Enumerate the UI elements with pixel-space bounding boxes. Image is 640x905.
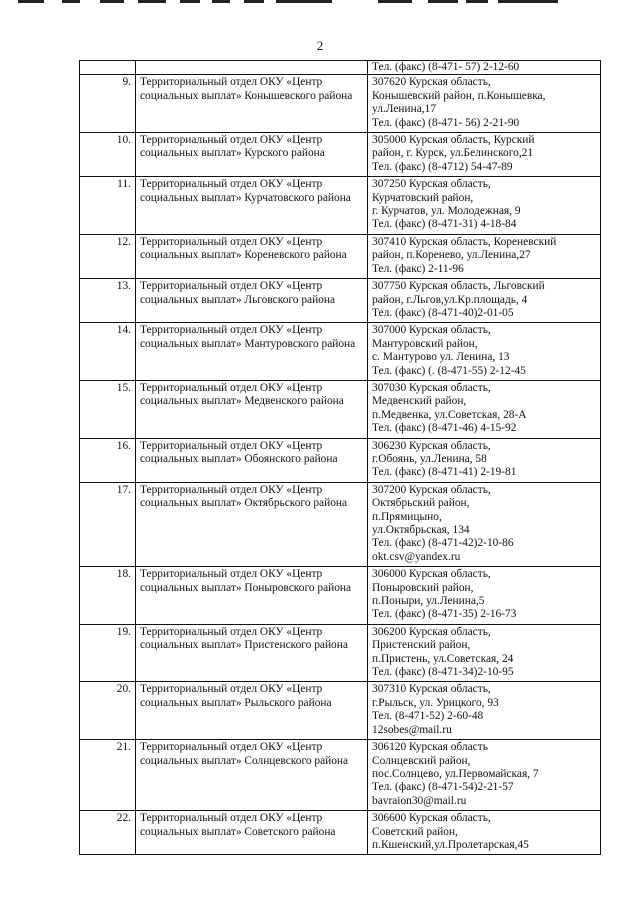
- address-line: п.Медвенка, ул.Советская, 28-А: [372, 408, 527, 421]
- address-line: Тел. (факс) (8-471- 57) 2-12-60: [372, 61, 520, 73]
- address-line: район, г. Курск, ул.Белинского,21: [372, 147, 534, 160]
- address-line: 307750 Курская область, Льговский: [372, 280, 545, 293]
- address-cell: [368, 682, 601, 740]
- table-row: [80, 624, 601, 682]
- address-cell: [368, 380, 601, 438]
- row-number-cell: 9.: [80, 75, 136, 133]
- address-cell: [368, 133, 601, 177]
- address-cell: [368, 234, 601, 278]
- table-row: [80, 380, 601, 438]
- address-line: 305000 Курская область, Курский: [372, 134, 535, 147]
- row-number-cell: 17.: [80, 482, 136, 566]
- address-line: п.Пристень, ул.Советская, 24: [372, 652, 514, 665]
- address-line: 306230 Курская область,: [372, 439, 491, 452]
- row-number-cell: 19.: [80, 624, 136, 682]
- address-cell: [368, 61, 601, 75]
- address-line: Тел. (факс) (8-471-42)2-10-86: [372, 537, 514, 550]
- address-line: пос.Солнцево, ул.Первомайская, 7: [372, 767, 539, 780]
- table-row: [80, 323, 601, 381]
- address-line: 307620 Курская область,: [372, 76, 491, 89]
- address-line: Курчатовский район,: [372, 191, 474, 204]
- office-name-cell: Территориальный отдел ОКУ «Центр социальных выплат» Кореневского района: [136, 234, 368, 278]
- row-number-cell: 11.: [80, 177, 136, 235]
- address-line: п.Кшенский,ул.Пролетарская,45: [372, 838, 529, 851]
- address-line: район, г.Льгов,ул.Кр.площадь, 4: [372, 293, 528, 306]
- address-line: Тел. (факс) (8-471-46) 4-15-92: [372, 422, 517, 435]
- table-row: [80, 438, 601, 482]
- row-number-cell: 16.: [80, 438, 136, 482]
- address-line: Советский район,: [372, 825, 458, 838]
- address-line: bavraion30@mail.ru: [372, 794, 467, 807]
- address-line: п.Прямицыно,: [372, 510, 442, 523]
- address-line: 307200 Курская область,: [372, 483, 491, 496]
- address-line: Конышевский район, п.Конышевка,: [372, 89, 546, 102]
- offices-table: [79, 60, 601, 855]
- table-row: [80, 75, 601, 133]
- address-line: ул.Октябрьская, 134: [372, 524, 470, 536]
- address-line: Октябрьский район,: [372, 497, 470, 510]
- address-line: Тел. (факс) (8-471-41) 2-19-81: [372, 466, 517, 479]
- address-line: 306120 Курская область: [372, 741, 488, 754]
- office-name-cell: Территориальный отдел ОКУ «Центр социальных выплат» Пристенского района: [136, 624, 368, 682]
- address-line: г.Рыльск, ул. Урицкого, 93: [372, 696, 499, 709]
- table-row: [80, 811, 601, 855]
- address-line: г.Обоянь, ул.Ленина, 58: [372, 452, 487, 465]
- address-line: Пристенский район,: [372, 639, 471, 652]
- address-line: 307030 Курская область,: [372, 381, 491, 394]
- office-name-cell: Территориальный отдел ОКУ «Центр социальных выплат» Обоянского района: [136, 438, 368, 482]
- address-line: Тел. (факс) (8-471-34)2-10-95: [372, 666, 514, 679]
- office-name-cell: Территориальный отдел ОКУ «Центр социальных выплат» Конышевского района: [136, 75, 368, 133]
- address-line: okt.csv@yandex.ru: [372, 550, 461, 563]
- address-line: Тел. (факс) (8-471-35) 2-16-73: [372, 608, 517, 621]
- row-number-cell: 12.: [80, 234, 136, 278]
- address-line: Тел. (факс) 2-11-96: [372, 262, 464, 275]
- office-name-cell: Территориальный отдел ОКУ «Центр социальных выплат» Мантуровского района: [136, 323, 368, 381]
- office-name-cell: Территориальный отдел ОКУ «Центр социальных выплат» Льговского района: [136, 279, 368, 323]
- address-line: 307310 Курская область,: [372, 683, 491, 696]
- row-number-cell: 15.: [80, 380, 136, 438]
- office-name-cell: [136, 61, 368, 75]
- address-cell: [368, 177, 601, 235]
- table-row: [80, 279, 601, 323]
- row-number-cell: 13.: [80, 279, 136, 323]
- office-name-cell: Территориальный отдел ОКУ «Центр социальных выплат» Медвенского района: [136, 380, 368, 438]
- row-number-cell: 21.: [80, 740, 136, 811]
- address-line: с. Мантурово ул. Ленина, 13: [372, 351, 510, 364]
- address-line: Тел. (факс) (8-471- 56) 2-21-90: [372, 116, 520, 129]
- office-name-cell: Территориальный отдел ОКУ «Центр социальных выплат» Октябрьского района: [136, 482, 368, 566]
- row-number-cell: 22.: [80, 811, 136, 855]
- row-number-cell: 20.: [80, 682, 136, 740]
- address-line: 306600 Курская область,: [372, 812, 491, 825]
- address-line: 307250 Курская область,: [372, 178, 491, 191]
- address-line: Тел. (8-471-52) 2-60-48: [372, 710, 484, 723]
- address-line: ул.Ленина,17: [372, 103, 437, 116]
- table-row-continuation: [80, 61, 601, 75]
- table-body: [80, 61, 601, 855]
- table-row: [80, 740, 601, 811]
- address-line: Поныровский район,: [372, 581, 474, 594]
- address-cell: [368, 567, 601, 625]
- address-cell: [368, 624, 601, 682]
- address-line: Тел. (факс) (8-471-54)2-21-57: [372, 781, 514, 794]
- address-line: п.Поныри, ул.Ленина,5: [372, 595, 485, 608]
- row-number-cell: 14.: [80, 323, 136, 381]
- address-line: Тел. (факс) (8-471-40)2-01-05: [372, 306, 514, 319]
- address-line: г. Курчатов, ул. Молодежная, 9: [372, 205, 521, 218]
- address-line: Солнцевский район,: [372, 754, 471, 767]
- row-number-cell: [80, 61, 136, 75]
- address-cell: [368, 323, 601, 381]
- office-name-cell: Территориальный отдел ОКУ «Центр социальных выплат» Поныровского района: [136, 567, 368, 625]
- address-cell: [368, 482, 601, 566]
- address-line: 306200 Курская область,: [372, 625, 491, 638]
- address-line: 307410 Курская область, Кореневский: [372, 235, 557, 248]
- address-line: Медвенский район,: [372, 395, 467, 408]
- table-row: [80, 234, 601, 278]
- address-line: Мантуровский район,: [372, 337, 478, 350]
- office-name-cell: Территориальный отдел ОКУ «Центр социальных выплат» Рыльского района: [136, 682, 368, 740]
- address-line: район, п.Коренево, ул.Ленина,27: [372, 249, 531, 262]
- address-cell: [368, 75, 601, 133]
- table-row: [80, 177, 601, 235]
- table-row: [80, 682, 601, 740]
- page-number: 2: [316, 38, 324, 53]
- office-name-cell: Территориальный отдел ОКУ «Центр социальных выплат» Советского района: [136, 811, 368, 855]
- address-line: 307000 Курская область,: [372, 324, 491, 337]
- address-line: Тел. (факс) (. (8-471-55) 2-12-45: [372, 364, 526, 377]
- address-line: Тел. (факс) (8-471-31) 4-18-84: [372, 218, 517, 231]
- address-line: Тел. (факс) (8-4712) 54-47-89: [372, 160, 513, 173]
- table-row: [80, 567, 601, 625]
- address-cell: [368, 438, 601, 482]
- address-cell: [368, 279, 601, 323]
- top-scan-marks: [0, 0, 640, 6]
- office-name-cell: Территориальный отдел ОКУ «Центр социальных выплат» Курского района: [136, 133, 368, 177]
- table-row: [80, 482, 601, 566]
- address-line: 306000 Курская область,: [372, 568, 491, 581]
- address-line: 12sobes@mail.ru: [372, 723, 452, 736]
- address-cell: [368, 811, 601, 855]
- office-name-cell: Территориальный отдел ОКУ «Центр социальных выплат» Курчатовского района: [136, 177, 368, 235]
- office-name-cell: Территориальный отдел ОКУ «Центр социальных выплат» Солнцевского района: [136, 740, 368, 811]
- row-number-cell: 10.: [80, 133, 136, 177]
- address-cell: [368, 740, 601, 811]
- row-number-cell: 18.: [80, 567, 136, 625]
- table-row: [80, 133, 601, 177]
